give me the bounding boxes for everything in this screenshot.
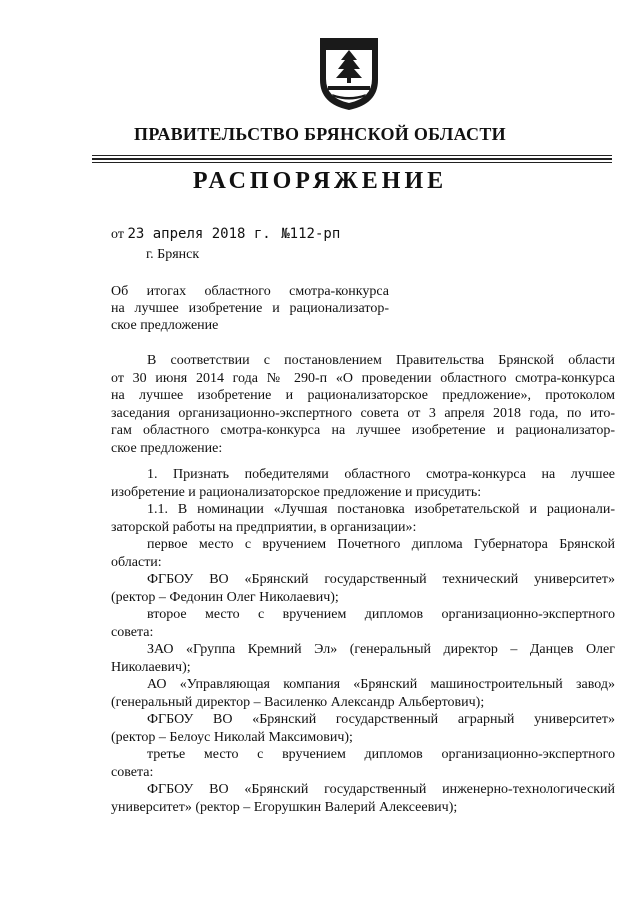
body-line: совета: <box>111 624 154 640</box>
body-line: совета: <box>111 764 154 780</box>
body-line: изобретение и рационализаторское предложение и присудить: <box>111 484 482 500</box>
organization-name: ПРАВИТЕЛЬСТВО БРЯНСКОЙ ОБЛАСТИ <box>134 124 506 144</box>
body-line: от 30 июня 2014 года № 290-п «О проведении областного смотра-конкурса <box>111 370 615 386</box>
document-number: 112-рп <box>289 226 341 242</box>
body-line: 1. Признать победителями областного смотра-конкурса на лучшее <box>147 467 615 482</box>
body-line: ФГБОУ ВО «Брянский государственный инженерно-технологический <box>147 782 615 797</box>
body-line: Николаевич); <box>111 659 191 675</box>
body-line: В соответствии с постановлением Правительства Брянской области <box>147 353 615 368</box>
body-line: заседания организационно-экспертного совета от 3 апреля 2018 года, по ито- <box>111 405 615 421</box>
date-prefix: от <box>111 227 124 242</box>
document-date: 23 апреля 2018 г. <box>127 226 271 242</box>
body-line: области: <box>111 554 162 570</box>
body-line: гам областного смотра-конкурса на лучшее изобретение и рационализатор- <box>111 423 615 438</box>
document-subject <box>111 283 389 334</box>
header-divider-thick <box>92 158 612 160</box>
subject-line: Об итогах областного смотра-конкурса <box>111 284 389 299</box>
coat-of-arms-icon <box>318 36 380 112</box>
body-line: (генеральный директор – Василенко Александр Альбертович); <box>111 694 485 710</box>
body-line: ФГБОУ ВО «Брянский государственный технический университет» <box>147 572 615 587</box>
header-divider-thin-bottom <box>92 162 612 163</box>
body-line: (ректор – Белоус Николай Максимович); <box>111 729 353 745</box>
number-prefix: № <box>281 226 290 242</box>
body-line: второе место с вручением дипломов организационно-экспертного <box>147 607 615 622</box>
body-line: на лучшее изобретение и рационализаторское предложение», протоколом <box>111 388 615 403</box>
body-line: 1.1. В номинации «Лучшая постановка изобретательской и рационали- <box>147 502 615 517</box>
body-line: ФГБОУ ВО «Брянский государственный аграрный университет» <box>147 712 615 727</box>
subject-line: ское предложение <box>111 318 219 333</box>
subject-line: на лучшее изобретение и рационализатор- <box>111 301 389 316</box>
body-line: ское предложение: <box>111 440 223 456</box>
body-line: университет» (ректор – Егорушкин Валерий Алексеевич); <box>111 799 458 815</box>
body-line: заторской работы на предприятии, в организации»: <box>111 519 417 535</box>
body-line: (ректор – Федонин Олег Николаевич); <box>111 589 339 605</box>
body-line: АО «Управляющая компания «Брянский машиностроительный завод» <box>147 677 615 692</box>
city: г. Брянск <box>146 247 200 262</box>
date-number-line <box>111 226 340 243</box>
paragraph-spacer <box>111 457 615 466</box>
body-line: первое место с вручением Почетного диплома Губернатора Брянской <box>147 537 615 552</box>
header-divider-thin <box>92 155 612 156</box>
document-body <box>111 352 615 816</box>
body-line: третье место с вручением дипломов организационно-экспертного <box>147 747 615 762</box>
body-line: ЗАО «Группа Кремний Эл» (генеральный директор – Данцев Олег <box>147 642 615 657</box>
document-type-title: РАСПОРЯЖЕНИЕ <box>192 168 448 194</box>
